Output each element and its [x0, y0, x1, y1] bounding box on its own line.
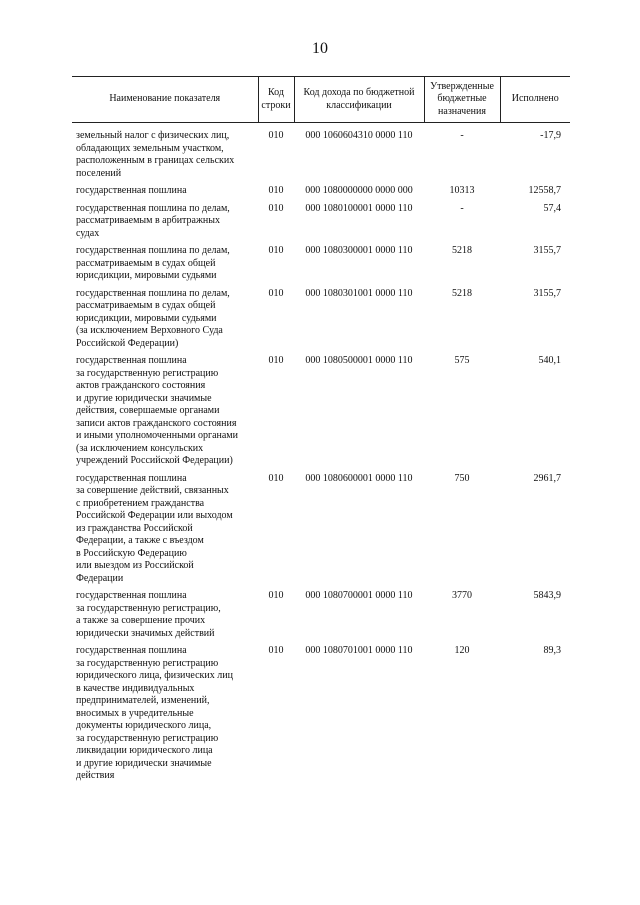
cell-indicator-name: государственная пошлина за государственную регистрацию актов гражданского состояния и другие юридически значимые действия, совершаемые органами записи актов гражданского состояния и иными уполномоченными органами (за исключением консульских учреждений Российской Федерации): [76, 355, 238, 466]
cell-indicator-name: государственная пошлина за государственную регистрацию юридического лица, физических лиц в качестве индивидуальных предпринимателей, изменений, вносимых в учредительные документы юридического лица, за государственную регистрацию ликвидации юридического лица и другие юридически значимые действия: [76, 645, 233, 781]
cell-income-code: 000 1080701001 0000 110: [305, 645, 413, 656]
cell-indicator-name: государственная пошлина по делам, рассматриваемым в судах общей юрисдикции, мировыми судьями (за исключением Верховного Суда Российской Федерации): [76, 287, 230, 349]
table-header-row: [72, 77, 570, 123]
cell-income-code: 000 1080500001 0000 110: [305, 355, 413, 366]
header-approved: Утвержденные бюджетные назначения: [424, 77, 500, 123]
cell-approved: 750: [454, 472, 470, 484]
cell-income-code: 000 1080700001 0000 110: [305, 590, 413, 601]
cell-approved: -: [460, 130, 464, 141]
cell-executed: 12558,7: [528, 185, 561, 196]
cell-executed: 540,1: [538, 355, 561, 366]
cell-indicator-name: государственная пошлина по делам, рассматриваемым в арбитражных судах: [76, 202, 230, 239]
cell-income-code: 000 1080600001 0000 110: [305, 472, 413, 484]
table-row: [72, 355, 570, 473]
cell-executed: 57,4: [543, 202, 561, 214]
cell-executed: -17,9: [540, 130, 561, 141]
header-line-code: Код строки: [258, 77, 294, 123]
cell-income-code: 000 1080000000 0000 000: [305, 185, 413, 196]
cell-indicator-name: государственная пошлина за государственную регистрацию, а также за совершение прочих юридически значимых действий: [76, 590, 221, 639]
cell-approved: 3770: [452, 590, 472, 601]
table-row: [72, 245, 570, 288]
cell-approved: 5218: [452, 245, 472, 256]
cell-line-code: 010: [268, 245, 284, 256]
header-indicator-name: Наименование показателя: [72, 77, 258, 123]
cell-line-code: 010: [268, 355, 284, 366]
cell-income-code: 000 1060604310 0000 110: [305, 130, 413, 141]
cell-approved: 10313: [449, 185, 475, 196]
cell-income-code: 000 1080300001 0000 110: [305, 245, 413, 256]
table-row: [72, 288, 570, 356]
table-row: [72, 203, 570, 246]
cell-executed: 89,3: [543, 645, 561, 656]
table-row: [72, 645, 570, 788]
cell-line-code: 010: [268, 202, 284, 214]
cell-line-code: 010: [268, 645, 284, 656]
cell-line-code: 010: [268, 185, 284, 196]
cell-approved: -: [460, 202, 464, 214]
cell-executed: 5843,9: [533, 590, 561, 601]
cell-executed: 3155,7: [533, 245, 561, 256]
cell-executed: 2961,7: [533, 472, 561, 484]
budget-income-table: [72, 76, 570, 788]
header-executed: Исполнено: [500, 77, 570, 123]
table-row: [72, 123, 570, 186]
cell-indicator-name: земельный налог с физических лиц, обладающих земельным участком, расположенным в границах сельских поселений: [76, 130, 235, 179]
cell-approved: 5218: [452, 287, 472, 299]
cell-line-code: 010: [268, 590, 284, 601]
table-row: [72, 473, 570, 591]
cell-indicator-name: государственная пошлина за совершение действий, связанных с приобретением гражданства Российской Федерации или выходом из гражданства Российской Федерации, а также с въездом в Российскую Федерацию или выездом из Российской Федерации: [76, 472, 233, 584]
cell-income-code: 000 1080100001 0000 110: [305, 202, 413, 214]
cell-indicator-name: государственная пошлина по делам, рассматриваемым в судах общей юрисдикции, мировыми судьями: [76, 245, 230, 281]
cell-line-code: 010: [268, 287, 284, 299]
cell-approved: 120: [454, 645, 470, 656]
cell-line-code: 010: [268, 130, 284, 141]
cell-income-code: 000 1080301001 0000 110: [305, 287, 413, 299]
table-row: [72, 590, 570, 645]
page-number: 10: [312, 40, 328, 57]
header-income-code: Код дохода по бюджетной классификации: [294, 77, 424, 123]
cell-approved: 575: [454, 355, 470, 366]
cell-executed: 3155,7: [533, 287, 561, 299]
table-row: [72, 185, 570, 203]
cell-line-code: 010: [268, 472, 284, 484]
cell-indicator-name: государственная пошлина: [76, 185, 187, 196]
